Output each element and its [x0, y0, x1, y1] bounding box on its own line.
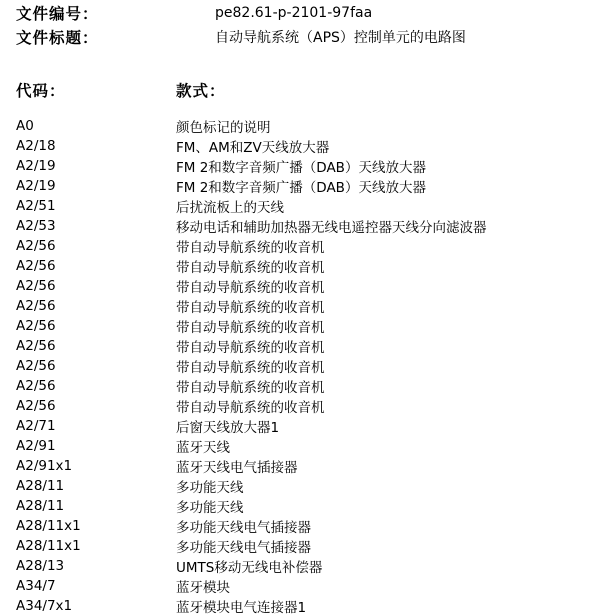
- doc-number-label: 文件编号：: [16, 5, 99, 23]
- table-row: [16, 236, 601, 256]
- table-row: [16, 376, 601, 396]
- component-code: A0: [16, 118, 34, 134]
- component-code: A2/56: [16, 338, 56, 354]
- component-code: A2/53: [16, 218, 56, 234]
- component-description: 多功能天线电气插接器: [176, 520, 311, 536]
- component-code: A2/91x1: [16, 458, 73, 474]
- component-code: A2/91: [16, 438, 56, 454]
- component-description: 带自动导航系统的收音机: [176, 360, 325, 376]
- table-row: [16, 456, 601, 476]
- table-row: [16, 416, 601, 436]
- component-description: FM 2和数字音频广播（DAB）天线放大器: [176, 160, 426, 176]
- table-row: [16, 516, 601, 536]
- table-row: [16, 436, 601, 456]
- table-row: [16, 216, 601, 236]
- component-code: A2/56: [16, 278, 56, 294]
- component-code: A28/11x1: [16, 538, 81, 554]
- doc-title-label: 文件标题：: [16, 29, 99, 47]
- component-code: A2/56: [16, 358, 56, 374]
- component-description: 带自动导航系统的收音机: [176, 340, 325, 356]
- table-row: [16, 276, 601, 296]
- table-row: [16, 256, 601, 276]
- component-code: A2/51: [16, 198, 56, 214]
- component-description: 多功能天线: [176, 480, 244, 496]
- component-code: A2/56: [16, 398, 56, 414]
- component-description: 后扰流板上的天线: [176, 200, 284, 216]
- component-description: 颜色标记的说明: [176, 120, 271, 136]
- table-row: [16, 396, 601, 416]
- component-list: [16, 116, 601, 616]
- component-description: 带自动导航系统的收音机: [176, 260, 325, 276]
- table-row: [16, 596, 601, 616]
- table-row: [16, 196, 601, 216]
- component-code: A34/7x1: [16, 598, 73, 614]
- component-description: 后窗天线放大器1: [176, 420, 280, 436]
- component-code: A2/19: [16, 158, 56, 174]
- component-code: A28/11: [16, 498, 65, 514]
- table-row: [16, 316, 601, 336]
- doc-number-row: [16, 3, 372, 23]
- component-description: 移动电话和辅助加热器无线电遥控器天线分向滤波器: [176, 220, 487, 236]
- component-description: 多功能天线: [176, 500, 244, 516]
- table-row: [16, 576, 601, 596]
- component-description: 蓝牙模块: [176, 580, 230, 596]
- component-code: A2/71: [16, 418, 56, 434]
- component-description: 蓝牙天线: [176, 440, 230, 456]
- table-row: [16, 136, 601, 156]
- table-row: [16, 476, 601, 496]
- component-code: A2/56: [16, 378, 56, 394]
- component-description: 蓝牙模块电气连接器1: [176, 600, 307, 616]
- component-description: 带自动导航系统的收音机: [176, 240, 325, 256]
- component-code: A2/19: [16, 178, 56, 194]
- table-row: [16, 156, 601, 176]
- table-row: [16, 356, 601, 376]
- component-description: 蓝牙天线电气插接器: [176, 460, 298, 476]
- component-code: A2/18: [16, 138, 56, 154]
- component-description: 带自动导航系统的收音机: [176, 280, 325, 296]
- table-row: [16, 336, 601, 356]
- doc-title-row: [16, 27, 466, 47]
- component-description: 带自动导航系统的收音机: [176, 380, 325, 396]
- table-row: [16, 116, 601, 136]
- component-description: 带自动导航系统的收音机: [176, 400, 325, 416]
- table-row: [16, 536, 601, 556]
- component-code: A2/56: [16, 258, 56, 274]
- code-column-header: 代码：: [16, 82, 66, 100]
- component-description: 带自动导航系统的收音机: [176, 300, 325, 316]
- component-description: 多功能天线电气插接器: [176, 540, 311, 556]
- component-code: A2/56: [16, 238, 56, 254]
- table-row: [16, 496, 601, 516]
- component-description: FM、AM和ZV天线放大器: [176, 140, 330, 156]
- doc-number-value: pe82.61-p-2101-97faa: [215, 5, 373, 21]
- table-row: [16, 296, 601, 316]
- style-column-header: 款式：: [176, 82, 226, 100]
- component-code: A2/56: [16, 318, 56, 334]
- component-code: A34/7: [16, 578, 56, 594]
- component-code: A28/11: [16, 478, 65, 494]
- component-code: A28/13: [16, 558, 65, 574]
- table-row: [16, 556, 601, 576]
- component-description: FM 2和数字音频广播（DAB）天线放大器: [176, 180, 426, 196]
- component-description: 带自动导航系统的收音机: [176, 320, 325, 336]
- table-row: [16, 176, 601, 196]
- doc-title-value: 自动导航系统（APS）控制单元的电路图: [215, 30, 466, 46]
- component-code: A2/56: [16, 298, 56, 314]
- component-description: UMTS移动无线电补偿器: [176, 560, 323, 576]
- component-code: A28/11x1: [16, 518, 81, 534]
